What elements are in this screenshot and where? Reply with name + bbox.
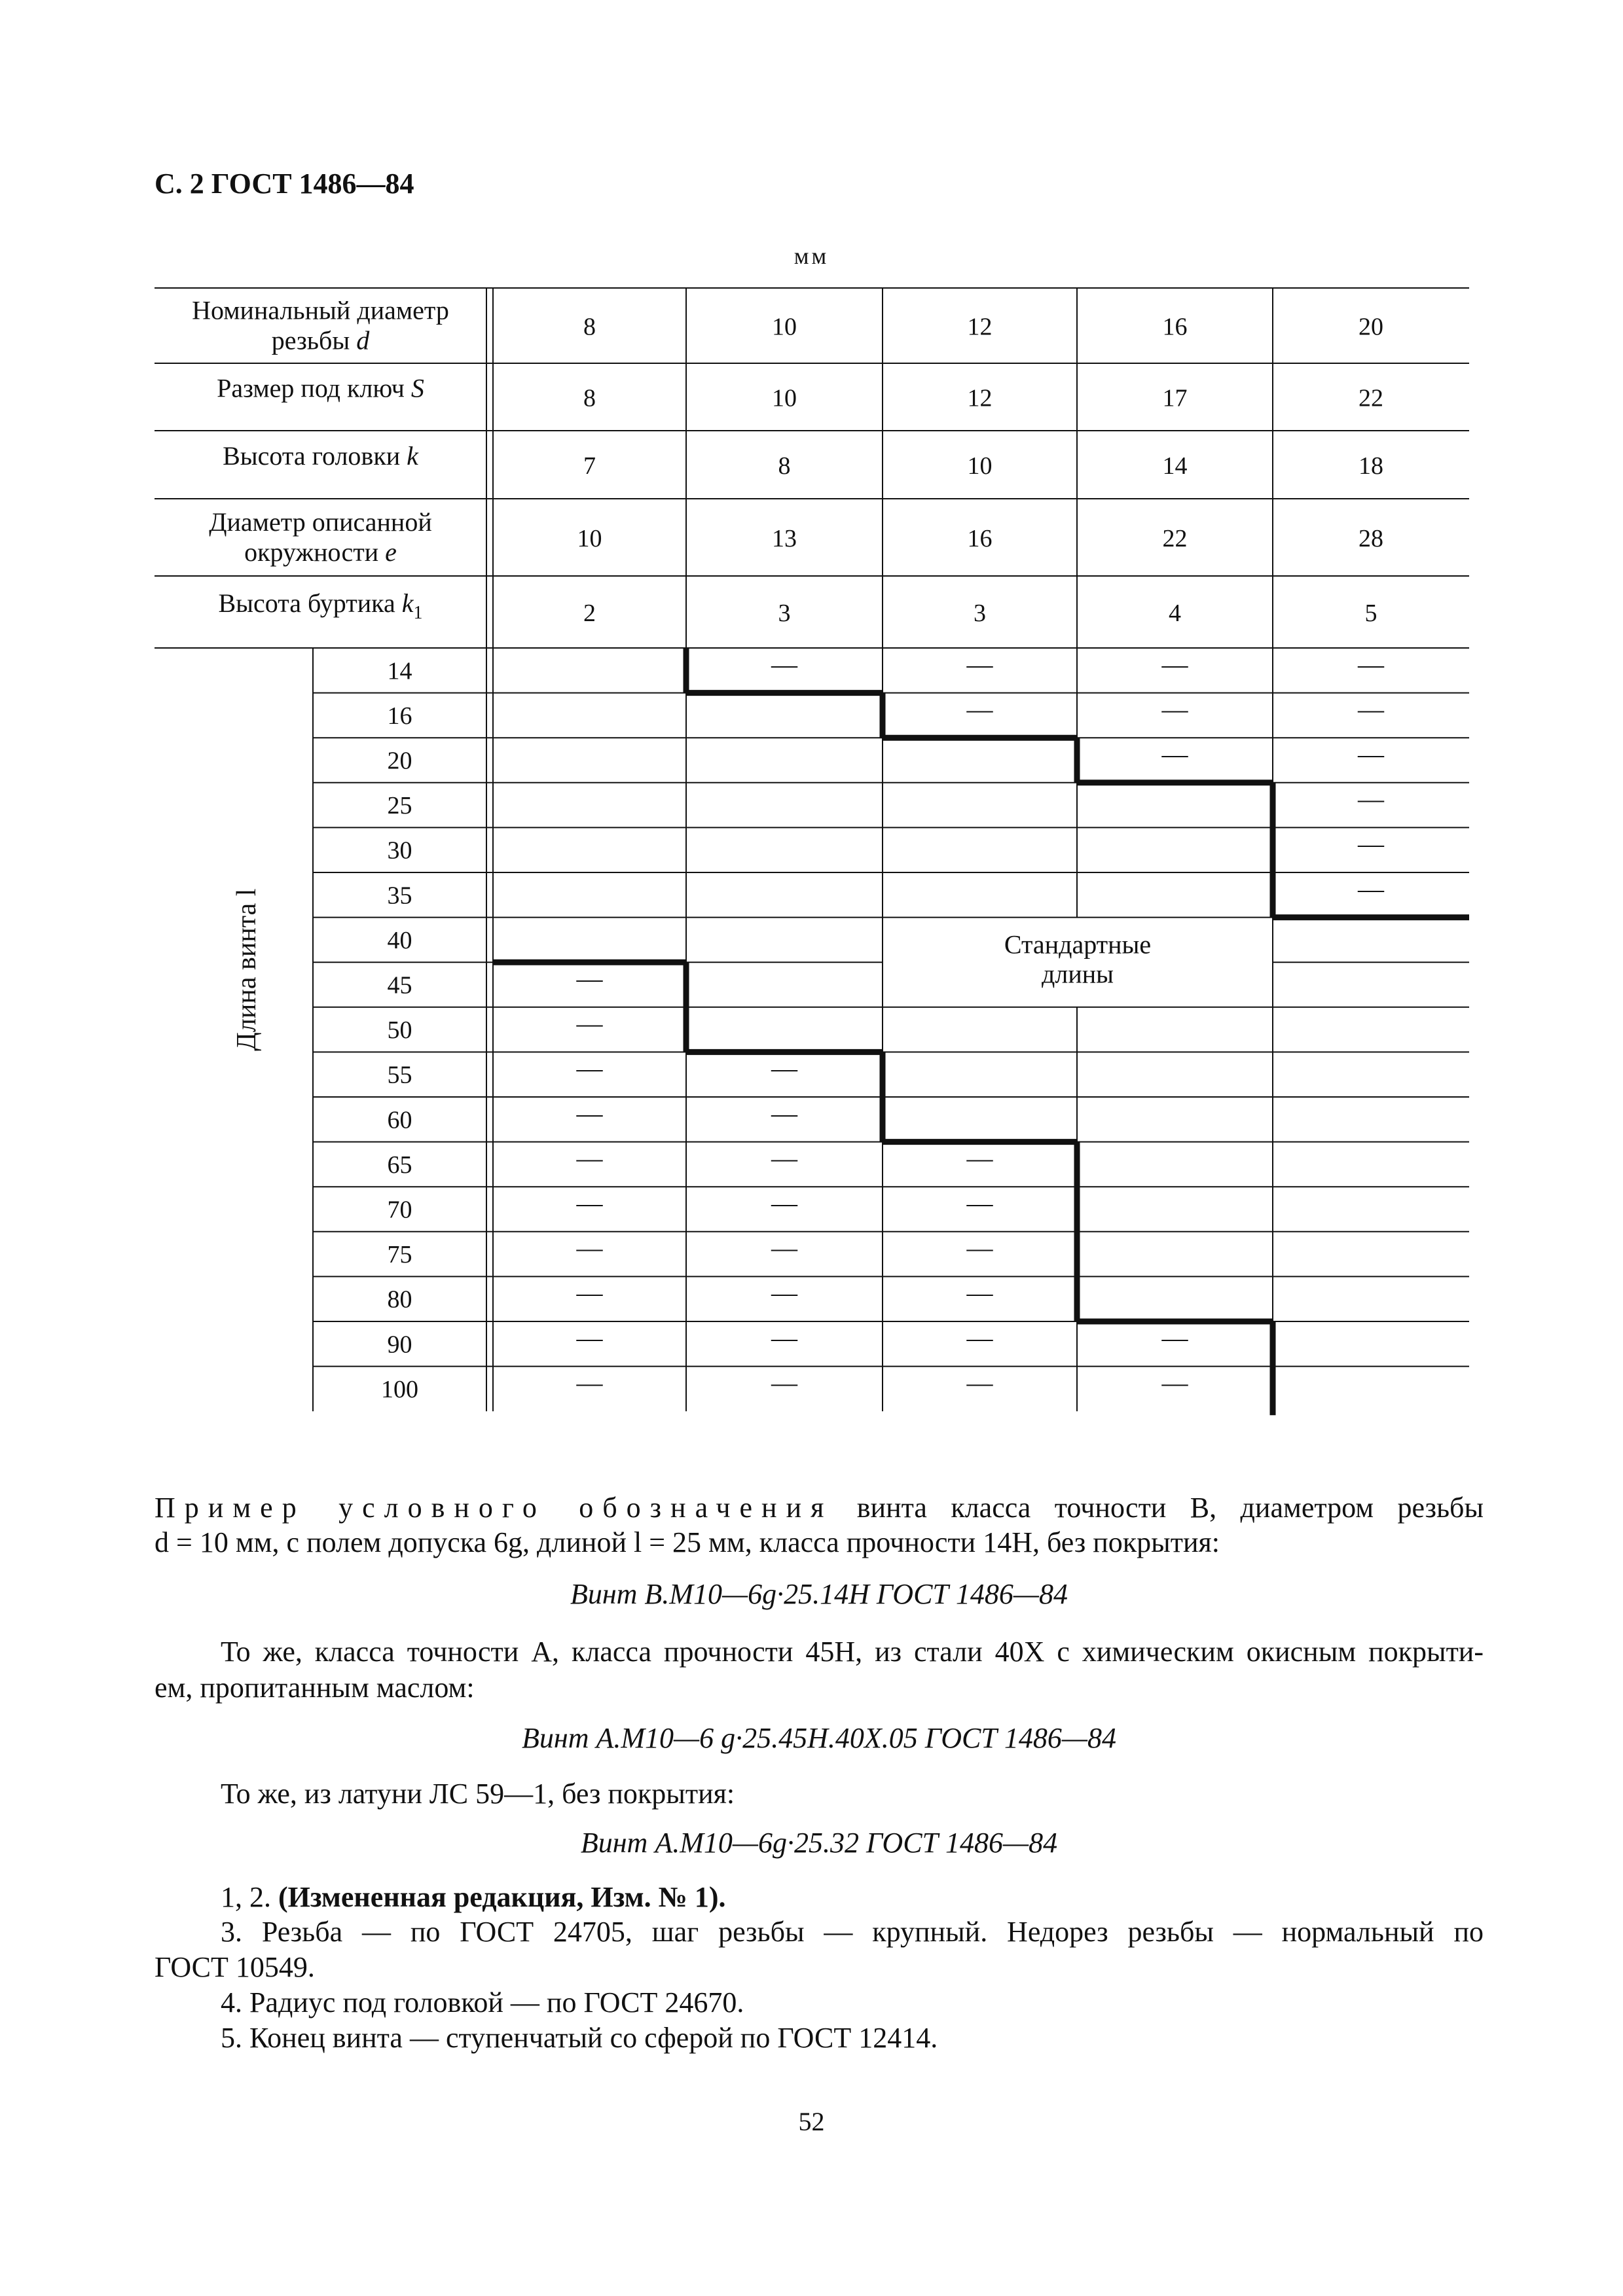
param-value: 22 [1162, 525, 1188, 552]
param-value: 4 [1169, 600, 1181, 627]
paragraph-2-line2: ем, пропитанным маслом: [155, 1672, 475, 1704]
length-axis-label: Длина винта l [232, 888, 262, 1051]
dash-cell: — [771, 1143, 797, 1173]
param-value: 22 [1359, 384, 1383, 412]
param-label-2: Высота головки k [223, 441, 418, 471]
param-label-3-cont: окружности e [244, 537, 397, 567]
dash-cell: — [966, 1188, 993, 1218]
dash-cell: — [1161, 1323, 1188, 1353]
param-value: 18 [1359, 452, 1383, 480]
standard-lengths-note-cont: длины [1042, 959, 1114, 989]
param-value: 14 [1162, 452, 1188, 480]
note-1-2 [221, 1878, 1550, 1916]
length-value: 65 [387, 1151, 412, 1179]
dash-cell: — [771, 1188, 797, 1218]
param-value: 3 [974, 600, 986, 627]
length-value: 40 [387, 926, 412, 954]
dash-cell: — [1161, 694, 1188, 724]
dash-cell: — [966, 1323, 993, 1353]
param-value: 3 [778, 600, 791, 627]
note-5: 5. Конец винта — ступенчатый со сферой по ГОСТ 12414. [221, 2022, 938, 2054]
dash-cell: — [966, 694, 993, 724]
dash-cell: — [771, 1233, 797, 1263]
param-value: 20 [1359, 313, 1383, 341]
page-number: 52 [798, 2107, 825, 2136]
dash-cell: — [1358, 649, 1384, 679]
dash-cell: — [1161, 649, 1188, 679]
designation-1: Винт В.М10—6g·25.14Н ГОСТ 1486—84 [570, 1578, 1068, 1610]
dash-cell: — [576, 1278, 603, 1308]
param-value: 8 [583, 313, 596, 341]
length-value: 50 [387, 1016, 412, 1045]
param-label-0: Номинальный диаметр [192, 295, 449, 325]
param-value: 8 [583, 384, 596, 412]
note-4: 4. Радиус под головкой — по ГОСТ 24670. [221, 1986, 744, 2018]
dash-cell: — [576, 1009, 603, 1039]
param-value: 17 [1162, 384, 1188, 412]
designation-2: Винт А.М10—6 g·25.45Н.40Х.05 ГОСТ 1486—84 [522, 1722, 1116, 1754]
dash-cell: — [771, 1367, 797, 1397]
dash-cell: — [576, 1098, 603, 1128]
note-1-2-prefix: 1, 2. [221, 1881, 278, 1913]
param-value: 10 [967, 452, 993, 480]
param-value: 10 [772, 313, 797, 341]
paragraph-3: То же, из латуни ЛС 59—1, без покрытия: [221, 1778, 735, 1810]
param-value: 10 [772, 384, 797, 412]
dash-cell: — [771, 1098, 797, 1128]
length-value: 30 [387, 836, 412, 865]
length-value: 35 [387, 882, 412, 910]
dash-cell: — [966, 1278, 993, 1308]
page-header: С. 2 ГОСТ 1486—84 [155, 168, 414, 200]
dash-cell: — [576, 1367, 603, 1397]
dash-cell: — [771, 1323, 797, 1353]
length-value: 14 [387, 657, 412, 685]
dash-cell: — [1358, 784, 1384, 814]
param-label-0-cont: резьбы d [271, 325, 370, 355]
length-value: 60 [387, 1106, 412, 1134]
example-intro [155, 1489, 1484, 1526]
dash-cell: — [966, 1367, 993, 1397]
param-value: 13 [772, 525, 797, 552]
param-value: 5 [1364, 600, 1377, 627]
length-value: 25 [387, 792, 412, 820]
example-line2: d = 10 мм, с полем допуска 6g, длиной l = 25 мм, класса прочности 14Н, без покрытия: [155, 1526, 1220, 1558]
dash-cell: — [576, 963, 603, 994]
dash-cell: — [576, 1188, 603, 1218]
param-value: 7 [583, 452, 596, 480]
param-value: 16 [967, 525, 993, 552]
dash-cell: — [1358, 694, 1384, 724]
dash-cell: — [576, 1323, 603, 1353]
designation-3: Винт А.М10—6g·25.32 ГОСТ 1486—84 [580, 1827, 1058, 1859]
length-value: 16 [387, 702, 412, 730]
note-3-line1: 3. Резьба — по ГОСТ 24705, шаг резьбы — крупный. Недорез резьбы — нормальный по [221, 1916, 1484, 1948]
param-value: 28 [1359, 525, 1383, 552]
param-label-1: Размер под ключ S [217, 373, 424, 403]
length-value: 90 [387, 1331, 412, 1359]
param-label-4: Высота буртика $k_1$ [218, 588, 423, 623]
dash-cell: — [771, 1278, 797, 1308]
length-value: 20 [387, 747, 412, 775]
param-value: 12 [967, 313, 993, 341]
dash-cell: — [576, 1143, 603, 1173]
dash-cell: — [771, 649, 797, 679]
length-value: 70 [387, 1196, 412, 1224]
dash-cell: — [1358, 829, 1384, 859]
example-intro-spaced: Пример условного обозначения [155, 1492, 833, 1524]
units-label: мм [793, 243, 830, 269]
dash-cell: — [966, 649, 993, 679]
dash-cell: — [1161, 1367, 1188, 1397]
dash-cell: — [1358, 739, 1384, 769]
length-value: 45 [387, 971, 412, 999]
param-value: 8 [778, 452, 791, 480]
param-value: 16 [1162, 313, 1188, 341]
length-value: 55 [387, 1061, 412, 1089]
example-intro-rest: винта класса точности В, диаметром резьбы [833, 1492, 1484, 1524]
length-value: 100 [381, 1375, 418, 1403]
dash-cell: — [576, 1233, 603, 1263]
dash-cell: — [966, 1233, 993, 1263]
dash-cell: — [1161, 739, 1188, 769]
note-1-2-bold: (Измененная редакция, Изм. № 1). [278, 1881, 726, 1913]
dash-cell: — [576, 1053, 603, 1083]
length-value: 75 [387, 1241, 412, 1269]
paragraph-2-line1: То же, класса точности А, класса прочности 45Н, из стали 40Х с химическим окисным покрыти- [221, 1636, 1484, 1668]
param-value: 12 [967, 384, 993, 412]
param-value: 2 [583, 600, 596, 627]
dash-cell: — [1358, 874, 1384, 904]
param-value: 10 [577, 525, 602, 552]
standard-lengths-note: Стандартные [1004, 929, 1152, 960]
param-label-3: Диаметр описанной [209, 507, 432, 537]
length-value: 80 [387, 1285, 412, 1314]
dash-cell: — [966, 1143, 993, 1173]
dash-cell: — [771, 1053, 797, 1083]
note-3-line2: ГОСТ 10549. [155, 1951, 315, 1983]
